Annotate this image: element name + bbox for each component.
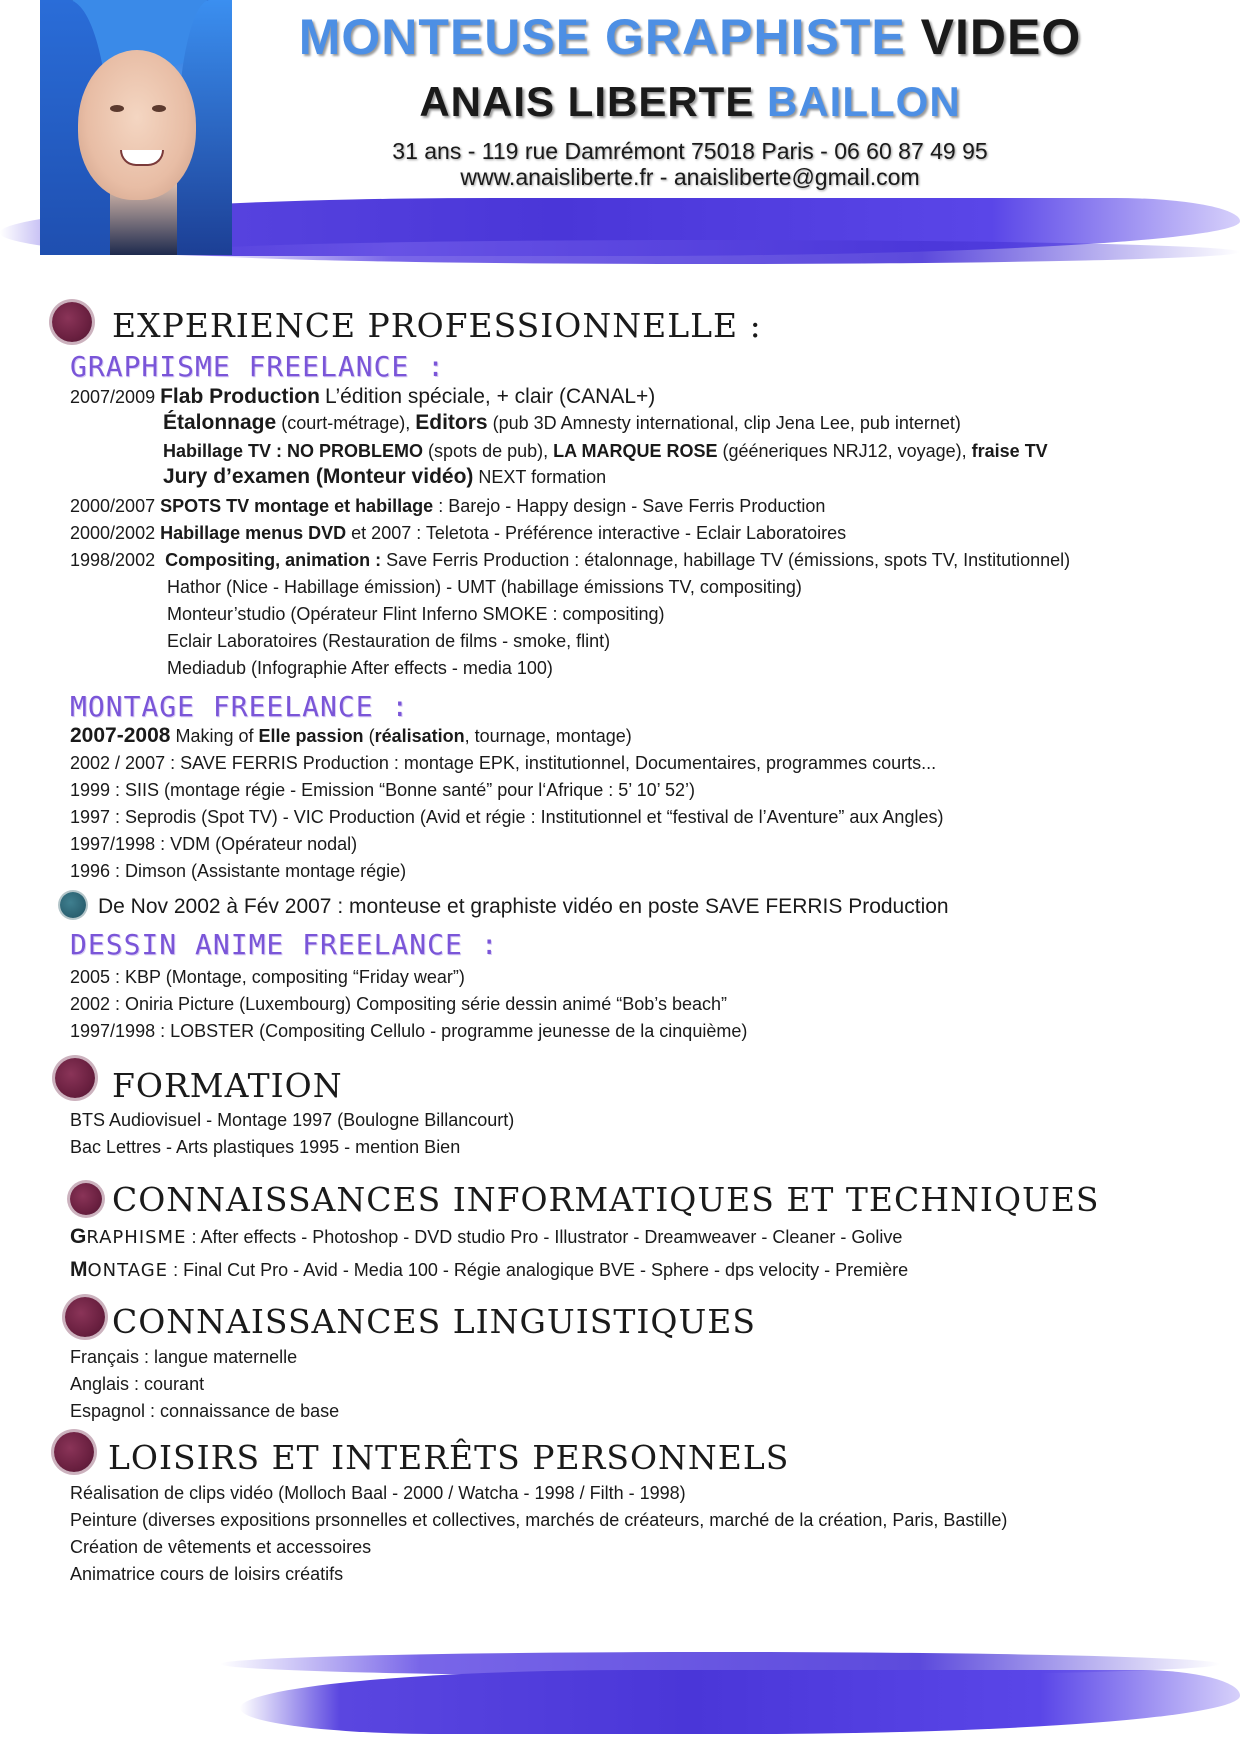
list-item: Monteur’studio (Opérateur Flint Inferno SMOKE : compositing) [167, 604, 665, 624]
section-bullet-icon [54, 1432, 94, 1472]
list-item: 2007-2008 Making of Elle passion (réalisation, tournage, montage) [70, 724, 632, 747]
header-brush-streak [180, 240, 1240, 264]
subsection-title-montage: MONTAGE FREELANCE : [70, 690, 410, 723]
contact-address: 31 ans - 119 rue Damrémont 75018 Paris - 06 60 87 49 95 [392, 138, 988, 164]
list-item: Mediadub (Infographie After effects - media 100) [167, 658, 553, 678]
list-item: Création de vêtements et accessoires [70, 1537, 372, 1557]
footer-brush-stroke [240, 1670, 1240, 1734]
list-item: Réalisation de clips vidéo (Molloch Baal - 2000 / Watcha - 1998 / Filth - 1998) [70, 1483, 686, 1503]
list-item: 1996 : Dimson (Assistante montage régie) [70, 861, 407, 881]
list-item: BTS Audiovisuel - Montage 1997 (Boulogne Billancourt) [70, 1110, 515, 1130]
list-item: Étalonnage (court-métrage), Editors (pub 3D Amnesty international, clip Jena Lee, pub internet) [163, 411, 961, 434]
list-item: Anglais : courant [70, 1374, 205, 1394]
list-item: 2000/2007 SPOTS TV montage et habillage : Barejo - Happy design - Save Ferris Production [70, 496, 826, 516]
list-item: 2007/2009 Flab Production L’édition spéciale, + clair (CANAL+) [70, 385, 656, 408]
section-bullet-icon [55, 1058, 95, 1098]
section-bullet-icon [65, 1297, 105, 1337]
poste-line: De Nov 2002 à Fév 2007 : monteuse et graphiste vidéo en poste SAVE FERRIS Production [98, 895, 949, 918]
candidate-name: ANAIS LIBERTE BAILLON [419, 78, 961, 125]
list-item: Jury d’examen (Monteur vidéo) NEXT formation [163, 465, 607, 488]
list-item: Espagnol : connaissance de base [70, 1401, 340, 1421]
list-item: 1997/1998 : VDM (Opérateur nodal) [70, 834, 358, 854]
list-item: 2000/2002 Habillage menus DVD et 2007 : Teletota - Préférence interactive - Eclair Laboratoires [70, 523, 847, 543]
section-title-loisirs: LOISIRS ET INTERÊTS PERSONNELS [108, 1438, 790, 1477]
section-title-formation: FORMATION [112, 1066, 343, 1105]
section-title-informatique: CONNAISSANCES INFORMATIQUES ET TECHNIQUES [112, 1180, 1100, 1219]
subsection-title-graphisme: GRAPHISME FREELANCE : [70, 350, 446, 383]
section-bullet-icon [70, 1183, 102, 1215]
job-title: MONTEUSE GRAPHISTE VIDEO [298, 9, 1082, 65]
skills-montage: MONTAGE : Final Cut Pro - Avid - Media 100 - Régie analogique BVE - Sphere - dps velocity - Première [70, 1258, 909, 1281]
list-item: 2002 / 2007 : SAVE FERRIS Production : montage EPK, institutionnel, Documentaires, programmes courts... [70, 753, 937, 773]
list-item: Animatrice cours de loisirs créatifs [70, 1564, 344, 1584]
section-title-experience: EXPERIENCE PROFESSIONNELLE : [112, 306, 762, 345]
section-title-langues: CONNAISSANCES LINGUISTIQUES [112, 1302, 756, 1341]
list-item: Peinture (diverses expositions prsonnelles et collectives, marchés de créateurs, marché de la création, Paris, Bastille) [70, 1510, 1008, 1530]
list-item: 1997 : Seprodis (Spot TV) - VIC Production (Avid et régie : Institutionnel et “festival de l’Aventure” aux Angles) [70, 807, 944, 827]
list-item: 2002 : Oniria Picture (Luxembourg) Compositing série dessin animé “Bob’s beach” [70, 994, 727, 1014]
list-item: Bac Lettres - Arts plastiques 1995 - mention Bien [70, 1137, 461, 1157]
list-item: 2005 : KBP (Montage, compositing “Friday wear”) [70, 967, 465, 987]
list-item: Hathor (Nice - Habillage émission) - UMT (habillage émissions TV, compositing) [167, 577, 802, 597]
list-item: 1997/1998 : LOBSTER (Compositing Cellulo - programme jeunesse de la cinquième) [70, 1021, 748, 1041]
profile-photo [40, 0, 232, 255]
list-item: Français : langue maternelle [70, 1347, 298, 1367]
skills-graphisme: GRAPHISME : After effects - Photoshop - DVD studio Pro - Illustrator - Dreamweaver - Cleaner - Golive [70, 1225, 903, 1248]
section-bullet-icon [52, 302, 92, 342]
subsection-title-dessin: DESSIN ANIME FREELANCE : [70, 928, 499, 961]
contact-web-email: www.anaisliberte.fr - anaisliberte@gmail.com [460, 164, 920, 190]
list-item: Habillage TV : NO PROBLEMO (spots de pub), LA MARQUE ROSE (gééneriques NRJ12, voyage), fraise TV [163, 441, 1048, 461]
list-item: 1998/2002 Compositing, animation : Save Ferris Production : étalonnage, habillage TV (émissions, spots TV, Institutionnel) [70, 550, 1071, 570]
list-item: 1999 : SIIS (montage régie - Emission “Bonne santé” pour l‘Afrique : 5’ 10’ 52’) [70, 780, 695, 800]
list-item: Eclair Laboratoires (Restauration de films - smoke, flint) [167, 631, 611, 651]
poste-bullet-icon [60, 892, 86, 918]
